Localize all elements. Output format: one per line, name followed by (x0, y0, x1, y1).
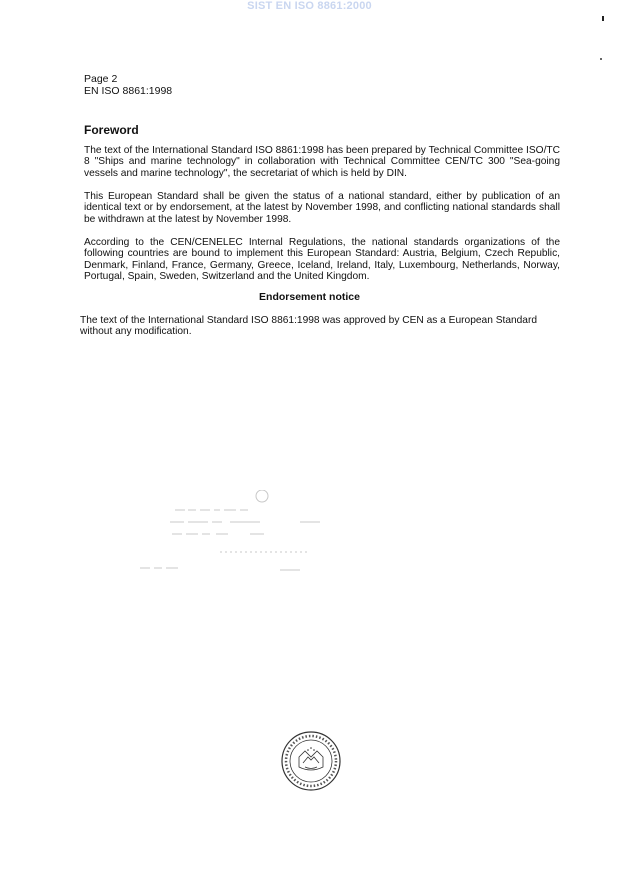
page-number: Page 2 (84, 73, 118, 85)
official-seal-icon (280, 730, 342, 792)
scan-mark (600, 58, 602, 60)
document-id: EN ISO 8861:1998 (84, 85, 173, 97)
foreword-paragraph: According to the CEN/CENELEC Internal Regulations, the national standards organizations of the following countries are bound to implement this European Standard: Austria, Belgium, Czech Republic, Denmark, Finland, France, Germany, Greece, Iceland, Ireland, Italy, Luxembourg, Netherlands, Norway, Portugal, Spain, Sweden, Switzerland and the United Kingdom. (84, 237, 560, 283)
foreword-paragraph: This European Standard shall be given the status of a national standard, either by publication of an identical text or by endorsement, at the latest by November 1998, and conflicting national standards shall be withdrawn at the latest by November 1998. (84, 191, 560, 225)
watermark: SIST EN ISO 8861:2000 (247, 0, 372, 12)
faded-stamp-icon (130, 490, 370, 590)
page-header (84, 73, 172, 97)
scan-mark (602, 16, 604, 21)
endorsement-paragraph: The text of the International Standard ISO 8861:1998 was approved by CEN as a European Standard without any modification. (80, 315, 538, 338)
foreword-paragraph: The text of the International Standard ISO 8861:1998 has been prepared by Technical Committee ISO/TC 8 "Ships and marine technology" in collaboration with Technical Committee CEN/TC 300 "Sea-going vessels and marine technology", the secretariat of which is held by DIN. (84, 145, 560, 179)
section-heading-foreword: Foreword (84, 123, 139, 137)
section-heading-endorsement: Endorsement notice (259, 291, 360, 303)
